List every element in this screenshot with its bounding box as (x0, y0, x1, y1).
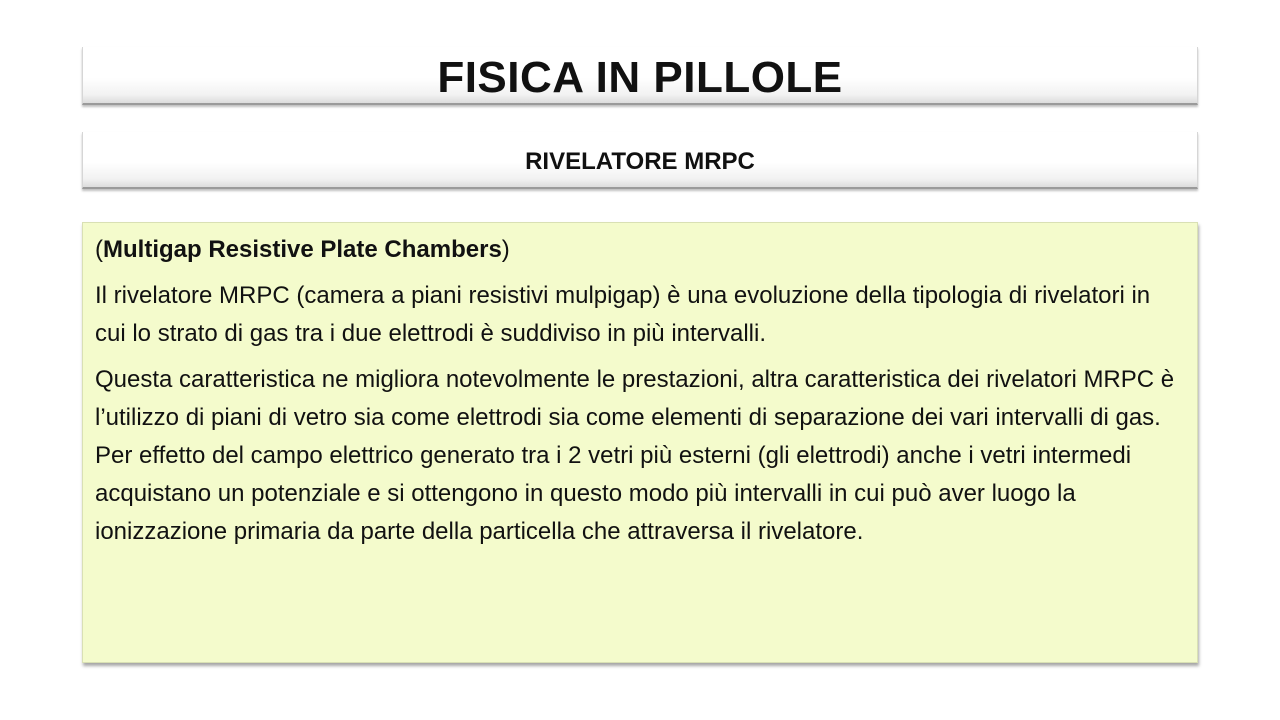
intro-line (95, 231, 1185, 269)
page-subtitle: RIVELATORE MRPC (525, 148, 755, 175)
intro-close-paren: ) (501, 236, 510, 263)
title-banner (82, 47, 1198, 105)
paragraph-2: Questa caratteristica ne migliora notevolmente le prestazioni, altra caratteristica dei rivelatori MRPC è l’utilizzo di piani di vetro sia come elettrodi sia come elementi di separazione dei vari intervalli di gas. Per effetto del campo elettrico generato tra i 2 vetri più esterni (gli elettrodi) anche i vetri intermedi acquistano un potenziale e si ottengono in questo modo più intervalli in cui può aver luogo la ionizzazione primaria da parte della particella che attraversa il rivelatore. (95, 366, 1175, 545)
intro-open-paren: ( (95, 236, 103, 263)
page-title: FISICA IN PILLOLE (437, 53, 843, 102)
content-panel (82, 222, 1198, 663)
intro-bold-term: Multigap Resistive Plate Chambers (103, 236, 502, 263)
subtitle-banner (82, 132, 1198, 189)
paragraph-1: Il rivelatore MRPC (camera a piani resistivi mulpigap) è una evoluzione della tipologia di rivelatori in cui lo strato di gas tra i due elettrodi è suddiviso in più intervalli. (95, 282, 1151, 347)
